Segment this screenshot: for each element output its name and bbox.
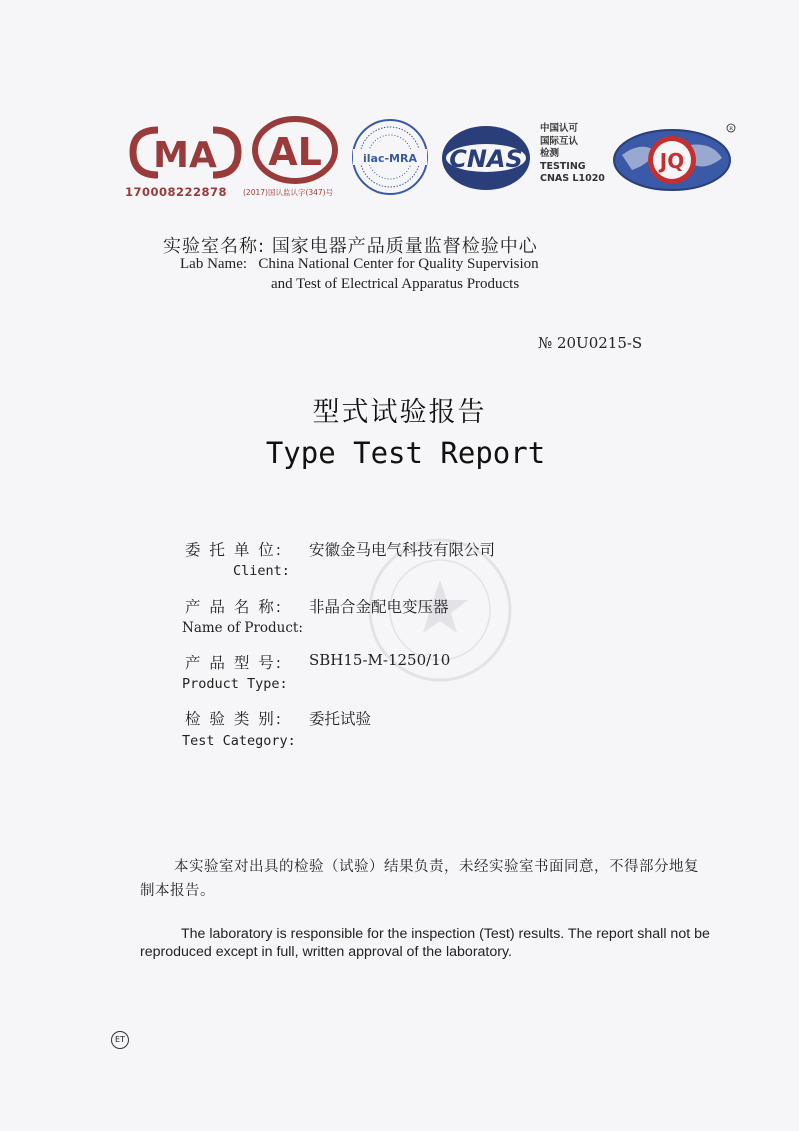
lab-name-en-line1: China National Center for Quality Supervision — [258, 256, 539, 272]
cnas-accreditation-text — [540, 123, 605, 186]
cal-number: (2017)国认监认字(347)号 — [243, 188, 334, 197]
notice-cn: 本实验室对出具的检验（试验）结果负责，未经实验室书面同意，不得部分地复制本报告。 — [140, 859, 699, 899]
field-label-cn: 产 品 型 号: — [185, 654, 284, 672]
report-title-en: Type Test Report — [265, 436, 546, 470]
cnas-info-line: CNAS L1020 — [540, 173, 605, 184]
cal-logo-icon — [250, 115, 340, 185]
cnas-info-line: 中国认可 — [540, 123, 579, 134]
jq-globe-logo-icon — [612, 120, 737, 195]
cma-logo-icon — [128, 125, 243, 180]
cnas-logo-icon — [440, 123, 532, 193]
cnas-info-line: 检测 — [540, 148, 560, 159]
field-label-en: Product Type: — [182, 676, 288, 692]
cnas-info-line: 国际互认 — [540, 135, 579, 147]
svg-text:R: R — [729, 126, 733, 132]
svg-text:JQ: JQ — [659, 149, 685, 173]
ilac-mra-logo-icon — [350, 117, 430, 197]
lab-name-cn — [163, 232, 538, 258]
field-label-cn: 检 验 类 别: — [185, 710, 284, 728]
accreditation-logos — [120, 115, 740, 200]
report-number: № 20U0215-S — [538, 334, 643, 352]
svg-text:AL: AL — [268, 130, 322, 174]
field-value-product-name: 非晶合金配电变压器 — [309, 598, 449, 616]
lab-name-en — [180, 256, 539, 273]
svg-text:ilac-MRA: ilac-MRA — [363, 152, 417, 165]
field-value-test-category: 委托试验 — [309, 710, 372, 728]
field-label-en: Client: — [233, 563, 290, 579]
field-label-en: Name of Product: — [182, 620, 303, 636]
cma-number: 170008222878 — [125, 185, 228, 199]
field-label-cn: 委 托 单 位: — [185, 541, 284, 559]
field-label-cn: 产 品 名 称: — [185, 598, 284, 616]
lab-name-en-label: Lab Name: — [180, 256, 248, 272]
lab-name-cn-label: 实验室名称: — [163, 236, 266, 257]
field-value-product-type: SBH15-M-1250/10 — [309, 651, 451, 669]
et-mark-icon: ET — [111, 1031, 129, 1049]
lab-name-cn-value: 国家电器产品质量监督检验中心 — [271, 236, 538, 257]
notice-en: The laboratory is responsible for the inspection (Test) results. The report shall not be reproduced except in full, written approval of the laboratory. — [140, 926, 710, 960]
svg-text:CNAS: CNAS — [449, 145, 523, 173]
field-value-client: 安徽金马电气科技有限公司 — [309, 541, 496, 559]
lab-name-en-line2: and Test of Electrical Apparatus Products — [271, 276, 520, 292]
cnas-info-line: TESTING — [540, 160, 586, 172]
svg-text:MA: MA — [153, 135, 217, 176]
field-label-en: Test Category: — [182, 733, 296, 749]
report-title-cn: 型式试验报告 — [312, 397, 487, 428]
